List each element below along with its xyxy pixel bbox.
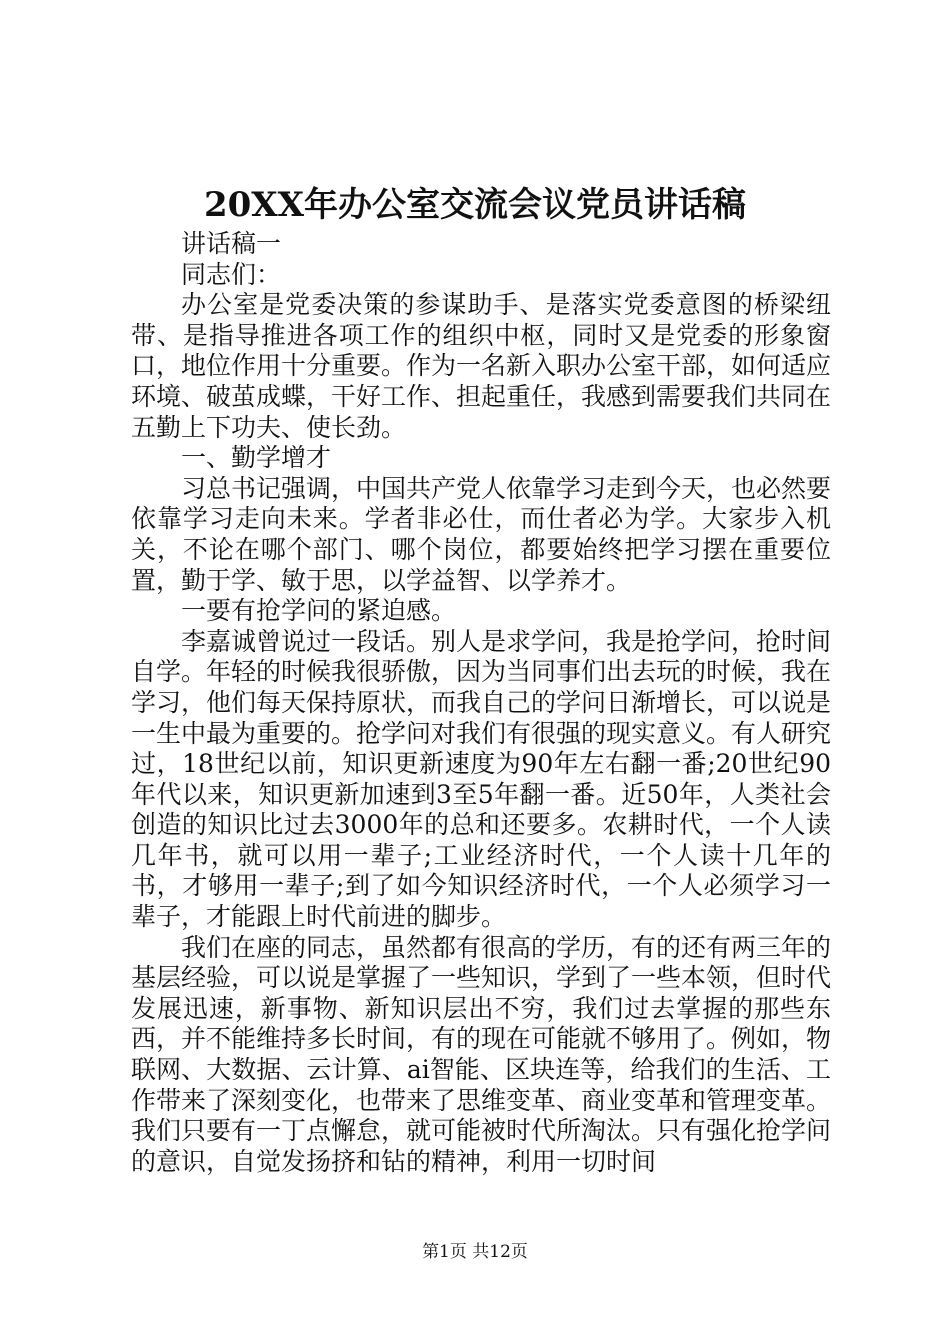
salutation: 同志们： [181, 259, 282, 289]
section-heading: 一、勤学增才 [181, 443, 332, 473]
document-body [131, 229, 831, 1177]
document-title: 20XX年办公室交流会议党员讲话稿 [203, 185, 747, 225]
paragraph: 习总书记强调，中国共产党人依靠学习走到今天，也必然要依靠学习走向未来。学者非必仕，而仕者必为学。大家步入机关，不论在哪个部门、哪个岗位，都要始终把学习摆在重要位置，勤于学、敏于思，以学益智、以学养才。 [131, 473, 832, 595]
section-label: 讲话稿一 [181, 229, 282, 258]
paragraph: 李嘉诚曾说过一段话。别人是求学问，我是抢学问，抢时间自学。年轻的时候我很骄傲，因为当同事们出去玩的时候，我在学习，他们每天保持原状，而我自己的学问日渐增长，可以说是一生中最为重要的。抢学问对我们有很强的现实意义。有人研究过，18世纪以前，知识更新速度为90年左右翻一番;20世纪90年代以来，知识更新加速到3至5年翻一番。近50年，人类社会创造的知识比过去3000年的总和还要多。农耕时代，一个人读几年书，就可以用一辈子;工业经济时代，一个人读十几年的书，才够用一辈子;到了如今知识经济时代，一个人必须学习一辈子，才能跟上时代前进的脚步。 [131, 626, 832, 932]
paragraph: 我们在座的同志，虽然都有很高的学历，有的还有两三年的基层经验，可以说是掌握了一些知识，学到了一些本领，但时代发展迅速，新事物、新知识层出不穷，我们过去掌握的那些东西，并不能维持多长时间，有的现在可能就不够用了。例如，物联网、大数据、云计算、ai智能、区块连等，给我们的生活、工作带来了深刻变化，也带来了思维变革、商业变革和管理变革。我们只要有一丁点懈怠，就可能被时代所淘汰。只有强化抢学问的意识，自觉发扬挤和钻的精神，利用一切时间 [131, 932, 832, 1176]
paragraph: 办公室是党委决策的参谋助手、是落实党委意图的桥梁纽带、是指导推进各项工作的组织中枢，同时又是党委的形象窗口，地位作用十分重要。作为一名新入职办公室干部，如何适应环境、破茧成蝶，干好工作、担起重任，我感到需要我们共同在五勤上下功夫、使长劲。 [131, 290, 832, 442]
subsection-heading: 一要有抢学问的紧迫感。 [181, 596, 457, 626]
page-number-footer: 第1页 共12页 [422, 1242, 528, 1262]
